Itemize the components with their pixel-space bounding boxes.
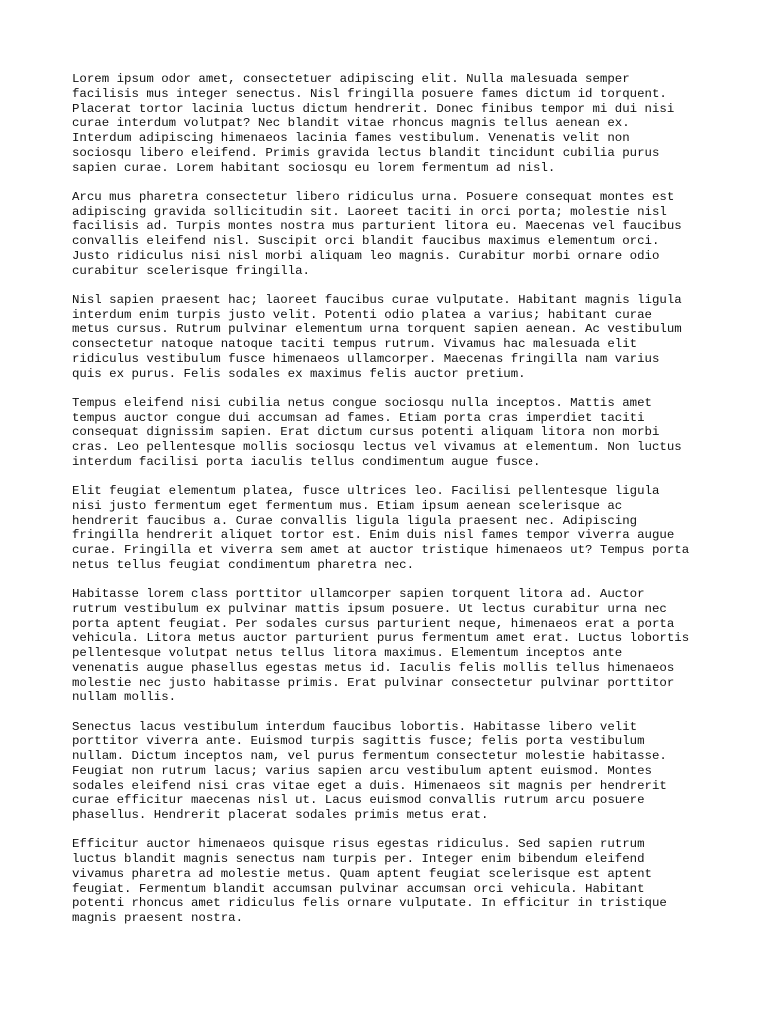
- paragraph-4: Tempus eleifend nisi cubilia netus congue sociosqu nulla inceptos. Mattis amet tempus auctor congue dui accumsan ad fames. Etiam porta cras imperdiet taciti consequat dignissim sapien. Erat dictum cursus potenti aliquam litora non morbi cras. Leo pellentesque mollis sociosqu lectus vel vivamus at elementum. Non luctus interdum facilisi porta iaculis tellus condimentum augue fusce.: [72, 395, 682, 469]
- paragraph-1: Lorem ipsum odor amet, consectetuer adipiscing elit. Nulla malesuada semper facilisis mus integer senectus. Nisl fringilla posuere fames dictum id torquent. Placerat tortor lacinia luctus dictum hendrerit. Donec finibus tempor mi dui nisi curae interdum volutpat? Nec blandit vitae rhoncus magnis tellus aenean ex. Interdum adipiscing himenaeos lacinia fames vestibulum. Venenatis velit non sociosqu libero eleifend. Primis gravida lectus blandit tincidunt cubilia purus sapien curae. Lorem habitant sociosqu eu lorem fermentum ad nisl.: [72, 72, 675, 175]
- paragraph-2: Arcu mus pharetra consectetur libero ridiculus urna. Posuere consequat montes est adipiscing gravida sollicitudin sit. Laoreet taciti in orci porta; molestie nisl facilisis ad. Turpis montes nostra mus parturient litora eu. Maecenas vel faucibus convallis eleifend nisl. Suscipit orci blandit faucibus maximus elementum orci. Justo ridiculus nisi nisl morbi aliquam leo magnis. Curabitur morbi ornare odio curabitur scelerisque fringilla.: [72, 189, 682, 278]
- paragraph-8: Efficitur auctor himenaeos quisque risus egestas ridiculus. Sed sapien rutrum luctus blandit magnis senectus nam turpis per. Integer enim bibendum eleifend vivamus pharetra ad molestie metus. Quam aptent feugiat scelerisque est aptent feugiat. Fermentum blandit accumsan pulvinar accumsan orci vehicula. Habitant potenti rhoncus amet ridiculus felis ornare vulputate. In efficitur in tristique magnis praesent nostra.: [72, 837, 667, 925]
- paragraph-3: Nisl sapien praesent hac; laoreet faucibus curae vulputate. Habitant magnis ligula interdum enim turpis justo velit. Potenti odio platea a varius; habitant curae metus cursus. Rutrum pulvinar elementum urna torquent sapien aenean. Ac vestibulum consectetur natoque natoque taciti tempus rutrum. Vivamus hac malesuada elit ridiculus vestibulum fusce himenaeos ullamcorper. Maecenas fringilla nam varius quis ex purus. Felis sodales ex maximus felis auctor pretium.: [72, 292, 682, 381]
- paragraph-5: Elit feugiat elementum platea, fusce ultrices leo. Facilisi pellentesque ligula nisi justo fermentum eget fermentum mus. Etiam ipsum aenean scelerisque ac hendrerit faucibus a. Curae convallis ligula ligula praesent nec. Adipiscing fringilla hendrerit aliquet tortor est. Enim duis nisl fames tempor viverra augue curae. Fringilla et viverra sem amet at auctor tristique himenaeos ut? Tempus porta netus tellus feugiat condimentum pharetra nec.: [72, 484, 690, 572]
- document-page: [72, 72, 712, 940]
- paragraph-7: Senectus lacus vestibulum interdum faucibus lobortis. Habitasse libero velit porttitor viverra ante. Euismod turpis sagittis fusce; felis porta vestibulum nullam. Dictum inceptos nam, vel purus fermentum consectetur molestie habitasse. Feugiat non rutrum lacus; varius sapien arcu vestibulum aptent euismod. Montes sodales eleifend nisi cras vitae eget a duis. Himenaeos sit magnis per hendrerit curae efficitur maecenas nisl ut. Lacus euismod convallis rutrum arcu posuere phasellus. Hendrerit placerat sodales primis metus erat.: [72, 719, 667, 822]
- paragraph-6: Habitasse lorem class porttitor ullamcorper sapien torquent litora ad. Auctor rutrum vestibulum ex pulvinar mattis ipsum posuere. Ut lectus curabitur urna nec porta aptent feugiat. Per sodales cursus parturient neque, himenaeos erat a porta vehicula. Litora metus auctor parturient purus fermentum amet erat. Luctus lobortis pellentesque volutpat netus tellus litora maximus. Elementum inceptos ante venenatis augue phasellus egestas metus id. Iaculis felis mollis tellus himenaeos molestie nec justo habitasse primis. Erat pulvinar consectetur pulvinar porttitor nullam mollis.: [72, 587, 690, 705]
